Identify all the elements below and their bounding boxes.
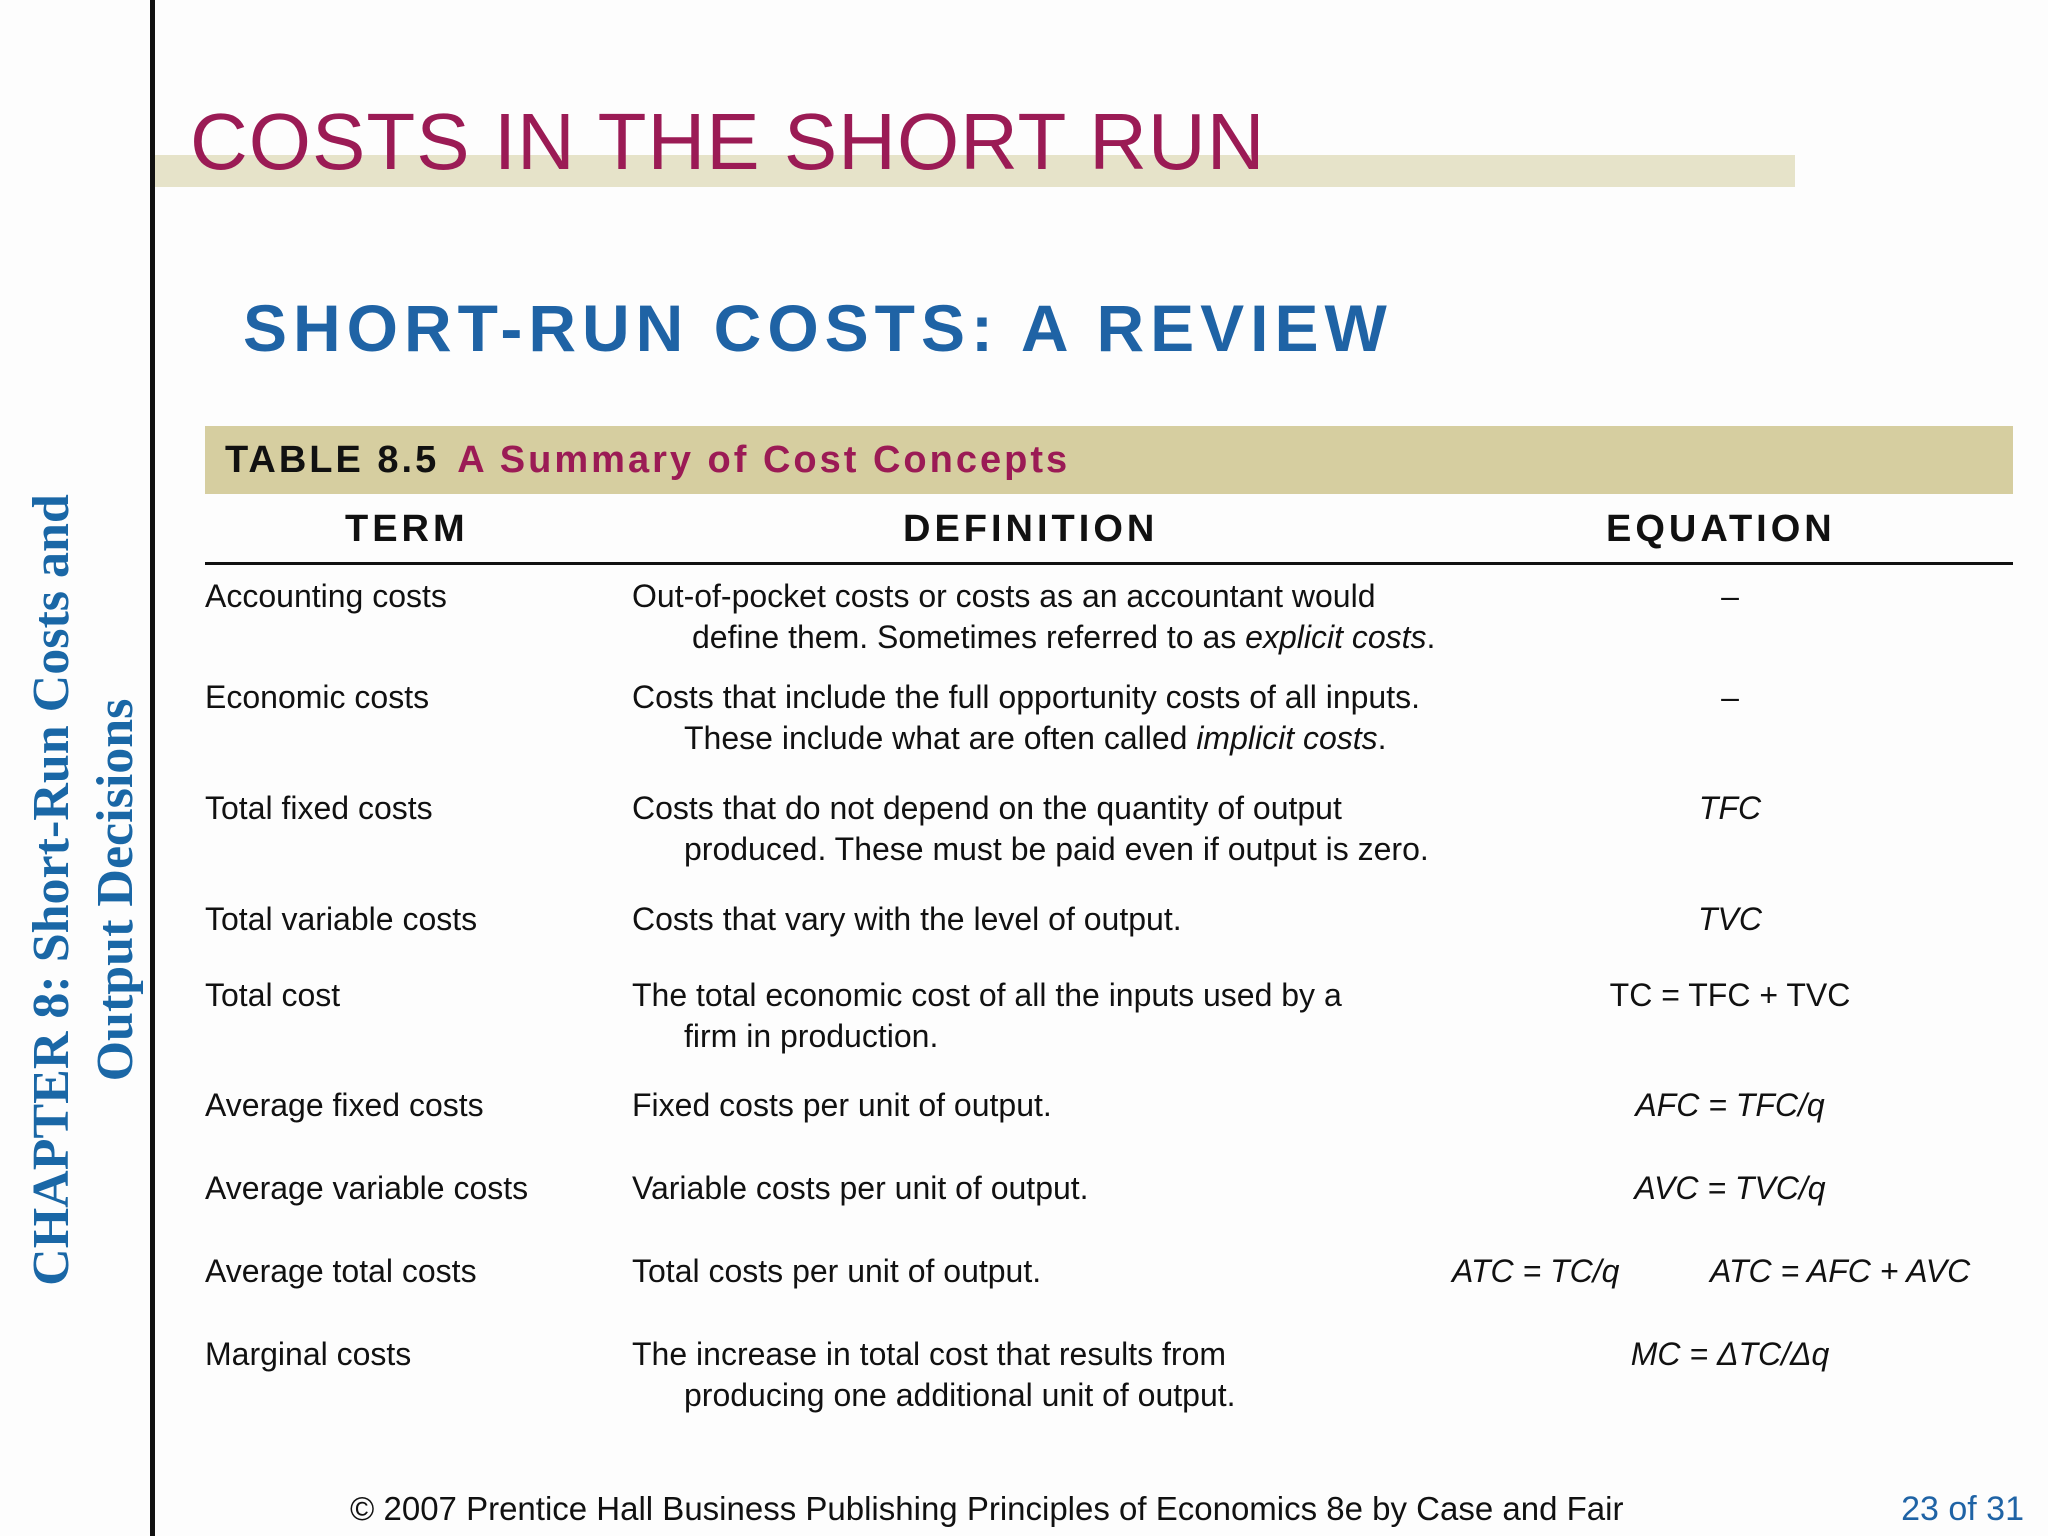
row-term: Total fixed costs — [205, 790, 433, 826]
row-equation: AVC = TVC/q — [1634, 1170, 1826, 1206]
slide-subtitle: SHORT-RUN COSTS: A REVIEW — [243, 291, 1393, 365]
row-equation: ATC = TC/q — [1452, 1253, 1620, 1289]
chapter-side-caption — [20, 440, 150, 1340]
row-term: Total cost — [205, 977, 341, 1013]
definition-line: Fixed costs per unit of output. — [632, 1087, 1052, 1123]
definition-line: Out-of-pocket costs or costs as an accountant would — [632, 578, 1376, 614]
row-definition — [632, 1085, 1532, 1126]
row-equation: – — [1721, 679, 1739, 715]
row-term: Average total costs — [205, 1253, 477, 1289]
row-equation: TFC — [1698, 790, 1762, 826]
row-definition — [632, 899, 1532, 940]
column-header-equation: EQUATION — [1606, 508, 1836, 550]
row-term: Accounting costs — [205, 578, 447, 614]
definition-line: Variable costs per unit of output. — [632, 1170, 1089, 1206]
column-header-term: TERM — [345, 508, 469, 550]
row-term: Economic costs — [205, 679, 430, 715]
column-header-definition: DEFINITION — [903, 508, 1159, 550]
table-number: TABLE 8.5 — [225, 439, 440, 481]
definition-line: The total economic cost of all the inputs used by a — [632, 977, 1342, 1013]
definition-line: Costs that do not depend on the quantity of output — [632, 790, 1342, 826]
definition-line: These include what are often called implicit costs. — [684, 720, 1387, 756]
row-definition — [632, 677, 1532, 759]
footer-copyright: © 2007 Prentice Hall Business Publishing Principles of Economics 8e by Case and Fair — [350, 1490, 1624, 1527]
chapter-caption-line2: Output Decisions — [87, 698, 144, 1082]
left-divider-line — [150, 0, 155, 1536]
row-term: Marginal costs — [205, 1336, 412, 1372]
row-equation: MC = ΔTC/Δq — [1630, 1336, 1830, 1372]
row-definition — [632, 1334, 1532, 1416]
row-definition — [632, 788, 1532, 870]
row-equation: TVC — [1698, 901, 1762, 937]
header-rule — [205, 562, 2013, 565]
row-definition — [632, 1168, 1532, 1209]
slide-title: COSTS IN THE SHORT RUN — [190, 97, 1266, 186]
row-equation: TC = TFC + TVC — [1609, 977, 1851, 1013]
table-name: A Summary of Cost Concepts — [457, 439, 1071, 481]
row-term: Average variable costs — [205, 1170, 529, 1206]
definition-line: The increase in total cost that results from — [632, 1336, 1227, 1372]
row-definition — [632, 576, 1532, 658]
row-equation: AFC = TFC/q — [1635, 1087, 1825, 1123]
page-number: 23 of 31 — [1901, 1490, 2024, 1528]
row-definition — [632, 975, 1532, 1057]
row-equation-alt: ATC = AFC + AVC — [1710, 1253, 1971, 1289]
definition-line: Total costs per unit of output. — [632, 1253, 1042, 1289]
definition-line: produced. These must be paid even if output is zero. — [684, 831, 1429, 867]
row-term: Total variable costs — [205, 901, 478, 937]
row-term: Average fixed costs — [205, 1087, 484, 1123]
definition-line: Costs that vary with the level of output. — [632, 901, 1182, 937]
definition-line: Costs that include the full opportunity costs of all inputs. — [632, 679, 1420, 715]
table-caption — [205, 426, 2013, 494]
row-equation: – — [1721, 578, 1739, 614]
row-definition — [632, 1251, 1532, 1292]
definition-line: define them. Sometimes referred to as explicit costs. — [692, 619, 1436, 655]
definition-line: producing one additional unit of output. — [684, 1377, 1236, 1413]
definition-line: firm in production. — [684, 1018, 939, 1054]
chapter-caption-line1: CHAPTER 8: Short-Run Costs and — [23, 494, 80, 1286]
